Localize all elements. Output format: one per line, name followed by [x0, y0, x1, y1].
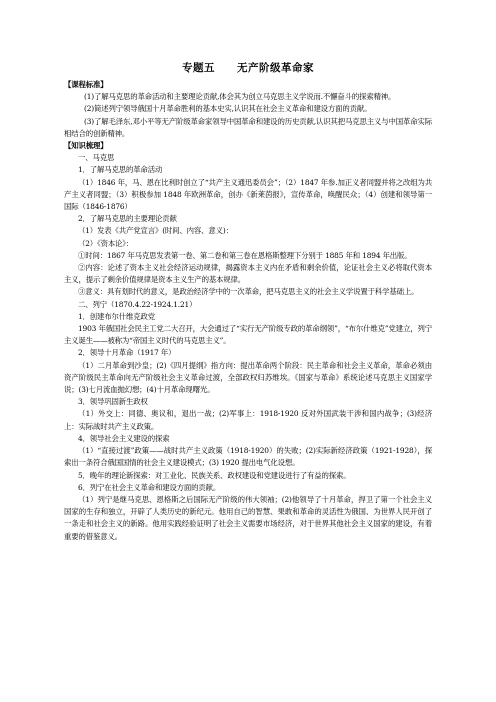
lenin-sub-3: 3．领导巩固新生政权 — [78, 397, 148, 407]
lenin-heading: 二、列宁（1870.4.22-1924.1.21） — [78, 299, 197, 309]
marx-activities-text: （1）1846 年，马、恩在比利时创立了“共产主义通迅委员会”；（2）1847 年参.加正义者同盟并将之改组为共产主义者同盟；（3）积极参加 1848 年欧洲革命，创办《新莱茵报》，宣传革命，唤醒民众；（4）创建和领导第一国际（1846-1876） — [64, 177, 432, 212]
lenin-sub-1: 1．创建布尔什维克政党 — [78, 311, 155, 321]
lenin-party-text: 1903 年俄国社会民主工党二大召开，大会通过了“实行无产阶级专政的革命纲领”，“布尔什维克”党建立，列宁主义诞生——被称为“帝国主义时代的马克思主义”。 — [64, 324, 432, 346]
marx-capital-text: （2）《资本论》： — [78, 238, 134, 248]
lenin-sub-4: 4．领导社会主义建设的探索 — [78, 433, 170, 443]
marx-capital-content: ②内容：论述了资本主义社会经济运动规律，揭露资本主义内在矛盾和剩余价值，论证社会主义必将取代资本主义，提示了剩余价值规律是资本主义生产的基本规律。 — [64, 263, 432, 285]
document-body — [64, 79, 432, 543]
section-heading-knowledge: 【知识梳理】 — [64, 141, 108, 151]
page-title — [64, 61, 432, 75]
lenin-sub-6: 6．列宁在社会主义革命和建设方面的贡献。 — [78, 482, 221, 492]
marx-capital-meaning: ③意义：具有划时代的意义，是政治经济学中的一次革命，把马克思主义的社会主义学说置于科学基础上。 — [78, 287, 419, 297]
standard-item-2: (2)简述列宁领导俄国十月革命胜利的基本史实,认识其在社会主义革命和建设方面的贡献。 — [84, 104, 372, 114]
marx-heading: 一、马克思 — [78, 153, 115, 163]
section-heading-standards: 【课程标准】 — [64, 80, 108, 89]
marx-manifesto-text: （1）发表《共产党宣言》(时间、内容、意义)： — [78, 226, 233, 236]
marx-sub-1: 1．了解马克思的革命活动 — [78, 165, 163, 175]
standard-item-3: (3)了解毛泽东,邓小平等无产阶级革命家领导中国革命和建设的历史贡献,认识其把马克思主义与中国革命实际相结合的创新精神。 — [64, 116, 432, 138]
lenin-regime-text: （1）外交上：同德、奥议和，退出一战；(2)军事上：1918-1920 反对外国武装干涉和国内战争；(3)经济上：实际战时共产主义政策。 — [64, 409, 432, 431]
title-name: 无产阶级革命家 — [237, 62, 314, 74]
lenin-construction-text: （1）“直接过渡”政策——战时共产主义政策（1918-1920）的失败；(2)实际新经济政策（1921-1928），探索出一条符合俄国国情的社会主义建设模式；(3) 1920 提出电气化设想。 — [64, 446, 432, 468]
lenin-revolution-text: （1）二月革命到沙皇；(2)《四月提纲》指方向：提出革命两个阶段：民主革命和社会主义革命，革命必须由资产阶级民主革命向无产阶级社会主义革命过渡，全部政权归苏维埃。《国家与革命》系统论述马克思主义国家学说；(3)七月流血抛幻想；(4)十月革命现曙光。 — [64, 360, 432, 395]
lenin-contribution-text: （1）列宁是继马克思、恩格斯之后国际无产阶级的伟大领袖；(2)他领导了十月革命，捍卫了第一个社会主义国家的生存和独立，开辟了人类历史的新纪元。他用自己的智慧、果敢和革命的灵活性为俄国、为世界人民开创了一条走和社会主义的新路。他用实践经验证明了社会主义需要市场经济，对于世界其他社会主义国家的建设，有着重要的借鉴意义。 — [64, 494, 432, 541]
marx-sub-2: 2．了解马克思的主要理论贡献 — [78, 214, 177, 224]
lenin-sub-2: 2．领导十月革命（1917 年） — [78, 348, 176, 358]
lenin-sub-5: 5．晚年的理论新探索：对工业化、民族关系、政权建设和党建设进行了有益的探索。 — [78, 470, 351, 480]
title-topic: 专题五 — [182, 62, 215, 74]
marx-capital-time: ①时间：1867 年马克思发表第一卷、第二卷和第三卷在恩格斯整理下分别于 1885 年和 1894 年出版。 — [78, 250, 412, 260]
standard-item-1: (1)了解马克思的革命活动和主要理论贡献,体会其为创立马克思主义学说而.不懈奋斗的探索精神。 — [84, 92, 396, 102]
